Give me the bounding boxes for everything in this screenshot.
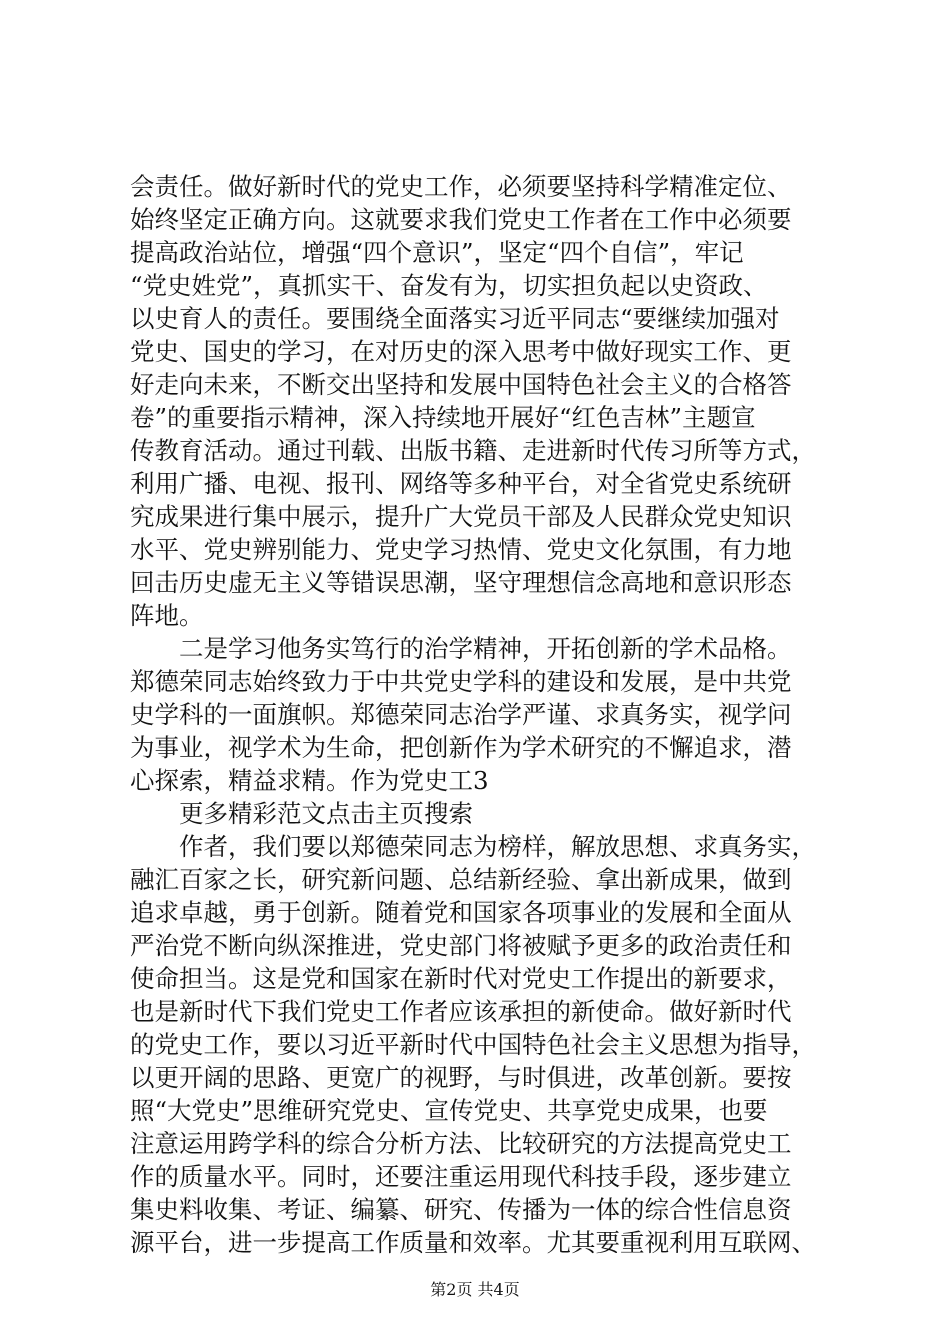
text-line: 追求卓越，勇于创新。随着党和国家各项事业的发展和全面从 xyxy=(130,898,792,927)
text-line: 也是新时代下我们党史工作者应该承担的新使命。做好新时代 xyxy=(130,997,792,1026)
text-line: 始终坚定正确方向。这就要求我们党史工作者在工作中必须要 xyxy=(130,205,792,234)
page-number: 第2页 共4页 xyxy=(430,1280,520,1299)
text-line: 好走向未来，不断交出坚持和发展中国特色社会主义的合格答 xyxy=(130,370,792,399)
text-line: 阵地。 xyxy=(130,601,204,630)
text-line: “党史姓党”，真抓实干、奋发有为，切实担负起以史资政、 xyxy=(130,271,768,300)
text-line: 传教育活动。通过刊载、出版书籍、走进新时代传习所等方式， xyxy=(130,436,816,465)
text-line: 水平、党史辨别能力、党史学习热情、党史文化氛围，有力地 xyxy=(130,535,792,564)
text-line: 融汇百家之长，研究新问题、总结新经验、拿出新成果，做到 xyxy=(130,865,792,894)
text-line: 史学科的一面旗帜。郑德荣同志治学严谨、求真务实，视学问 xyxy=(130,700,792,729)
text-line: 党史、国史的学习，在对历史的深入思考中做好现实工作、更 xyxy=(130,337,792,366)
text-line: 集史料收集、考证、编纂、研究、传播为一体的综合性信息资 xyxy=(130,1195,792,1224)
text-line: 的党史工作，要以习近平新时代中国特色社会主义思想为指导， xyxy=(130,1030,816,1059)
text-line: 使命担当。这是党和国家在新时代对党史工作提出的新要求， xyxy=(130,964,792,993)
text-line: 作的质量水平。同时，还要注重运用现代科技手段，逐步建立 xyxy=(130,1162,792,1191)
text-line: 究成果进行集中展示，提升广大党员干部及人民群众党史知识 xyxy=(130,502,792,531)
document-body xyxy=(130,170,830,1259)
text-line: 心探索，精益求精。作为党史工3 xyxy=(130,766,489,795)
text-line: 会责任。做好新时代的党史工作，必须要坚持科学精准定位、 xyxy=(130,172,792,201)
text-line: 以更开阔的思路、更宽广的视野，与时俱进，改革创新。要按 xyxy=(130,1063,792,1092)
promo-line: 更多精彩范文点击主页搜索 xyxy=(179,799,473,828)
text-line: 为事业，视学术为生命，把创新作为学术研究的不懈追求，潜 xyxy=(130,733,792,762)
text-line: 卷”的重要指示精神，深入持续地开展好“红色吉林”主题宣 xyxy=(130,403,756,432)
text-line-indented: 作者，我们要以郑德荣同志为榜样，解放思想、求真务实， xyxy=(179,832,816,861)
text-line: 郑德荣同志始终致力于中共党史学科的建设和发展，是中共党 xyxy=(130,667,792,696)
text-line: 提高政治站位，增强“四个意识”，坚定“四个自信”，牢记 xyxy=(130,238,744,267)
page-footer xyxy=(0,1277,950,1300)
text-line: 严治党不断向纵深推进，党史部门将被赋予更多的政治责任和 xyxy=(130,931,792,960)
text-line-indented: 二是学习他务实笃行的治学精神，开拓创新的学术品格。 xyxy=(179,634,792,663)
text-line: 照“大党史”思维研究党史、宣传党史、共享党史成果，也要 xyxy=(130,1096,768,1125)
text-line: 利用广播、电视、报刊、网络等多种平台，对全省党史系统研 xyxy=(130,469,792,498)
text-line: 注意运用跨学科的综合分析方法、比较研究的方法提高党史工 xyxy=(130,1129,792,1158)
text-line: 源平台，进一步提高工作质量和效率。尤其要重视利用互联网、 xyxy=(130,1228,816,1257)
text-line: 以史育人的责任。要围绕全面落实习近平同志“要继续加强对 xyxy=(130,304,780,333)
text-line: 回击历史虚无主义等错误思潮，坚守理想信念高地和意识形态 xyxy=(130,568,792,597)
